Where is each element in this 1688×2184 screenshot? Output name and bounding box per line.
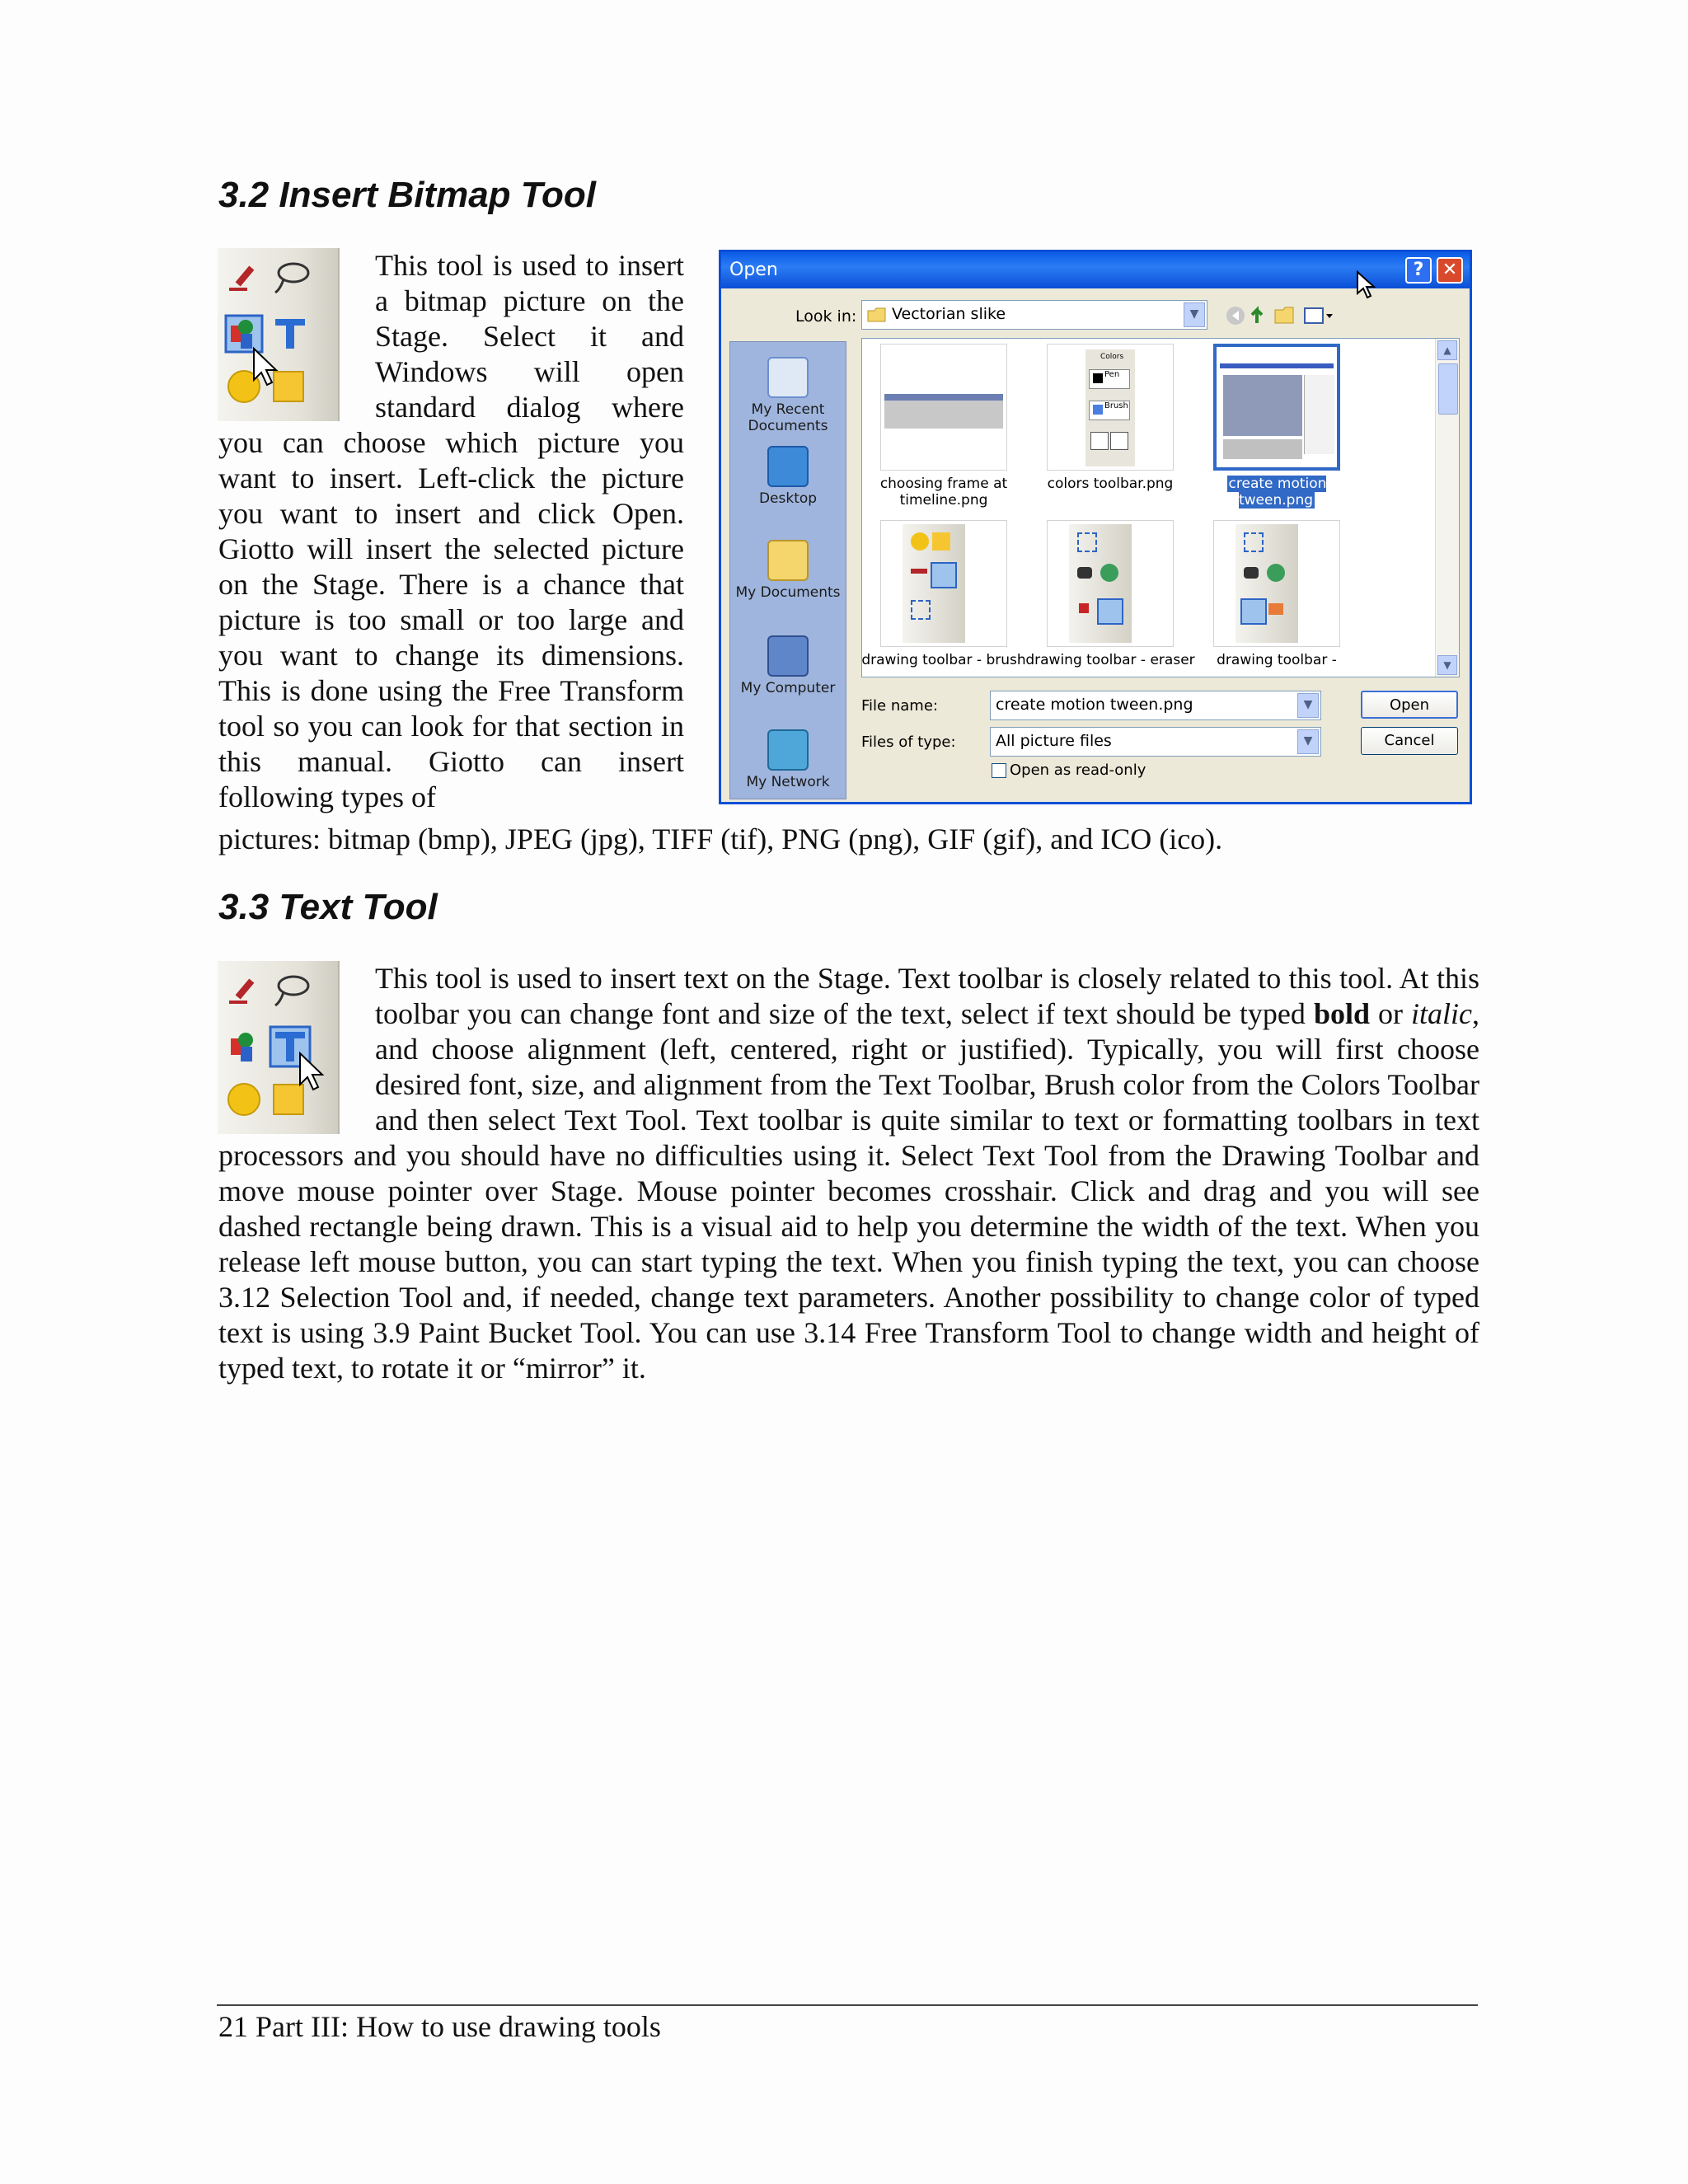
files-of-type-label: Files of type:	[861, 733, 956, 751]
place-label: My Documents	[735, 584, 841, 601]
scroll-down-icon[interactable]: ▼	[1437, 655, 1457, 675]
chevron-down-icon[interactable]: ▼	[1297, 693, 1319, 718]
file-thumbnail[interactable]	[1047, 344, 1174, 471]
file-name-input[interactable]	[990, 691, 1321, 720]
read-only-label: Open as read-only	[1010, 762, 1146, 779]
thumb-colors-label: Colors	[1100, 353, 1124, 361]
file-thumbnail[interactable]	[1047, 520, 1174, 647]
file-thumbnail[interactable]	[880, 344, 1007, 471]
or-word: or	[1369, 997, 1412, 1030]
file-name-value: create motion tween.png	[996, 696, 1193, 714]
file-name-caption-selected[interactable]	[1189, 476, 1365, 509]
views-menu-icon	[1305, 308, 1323, 323]
dialog-toolbar-icons	[1224, 303, 1356, 328]
selected-file-name: create motion tween.png	[1228, 476, 1327, 509]
section-heading-insert-bitmap: 3.2 Insert Bitmap Tool	[218, 175, 597, 215]
open-button[interactable]: Open	[1361, 691, 1458, 719]
place-my-documents[interactable]	[730, 540, 846, 601]
page-footer: 21 Part III: How to use drawing tools	[218, 2010, 661, 2043]
up-folder-icon	[1252, 310, 1262, 323]
italic-word: italic	[1411, 997, 1473, 1030]
place-label: My Network	[746, 774, 830, 790]
open-file-dialog	[719, 250, 1472, 804]
file-name-caption[interactable]: drawing toolbar - brush	[861, 652, 1026, 668]
text-tool-paragraph-text	[218, 961, 1479, 1386]
place-desktop[interactable]	[730, 446, 846, 507]
look-in-label: Look in:	[795, 307, 857, 326]
chevron-down-icon: ▼	[1184, 302, 1205, 327]
file-thumbnail[interactable]	[1213, 520, 1340, 647]
bold-word: bold	[1313, 997, 1370, 1030]
place-my-network[interactable]	[730, 729, 846, 790]
thumb-brush-label: Brush	[1104, 401, 1128, 410]
my-documents-icon	[767, 540, 809, 581]
place-my-computer[interactable]	[730, 635, 846, 696]
place-label: Desktop	[758, 490, 818, 507]
file-name-caption[interactable]: choosing frame at timeline.png	[879, 476, 1008, 509]
look-in-value: Vectorian slike	[892, 305, 1006, 323]
text-tool-paragraph	[218, 961, 1479, 1386]
file-list-scrollbar[interactable]	[1435, 339, 1459, 677]
file-name-caption[interactable]: drawing toolbar -	[1217, 652, 1337, 668]
file-thumbnail-selected[interactable]	[1213, 344, 1340, 471]
footer-divider	[217, 2004, 1478, 2006]
file-name-caption[interactable]: colors toolbar.png	[1047, 476, 1174, 492]
place-label: My Computer	[740, 680, 836, 696]
text-tool-para-part-1: This tool is used to insert text on the Stage. Text toolbar is closely related to this tool. At this toolbar you can change font and size of the text, select if text should be typed	[375, 962, 1479, 1030]
scroll-up-icon[interactable]: ▲	[1437, 340, 1457, 360]
my-computer-icon	[767, 635, 809, 677]
recent-documents-icon	[767, 357, 809, 398]
file-name-caption[interactable]: drawing toolbar - eraser	[1025, 652, 1195, 668]
text-tool-para-part-2: , and choose alignment (left, centered, right or justified). Typically, you will first choose desired font, size, and alignment from the Text Toolbar, Brush color from the Colors Toolbar and then select Text Tool. Text toolbar is quite similar to text or formatting toolbars in text processors and you should have no difficulties using it. Select Text Tool from the Drawing Toolbar and move mouse pointer over Stage. Mouse pointer becomes crosshair. Click and drag and you will see dashed rectangle being drawn. This is a visual aid to help you determine the width of the text. When you release left mouse button, you can start typing the text. When you finish typing the text, you can choose 3.12 Selection Tool and, if needed, change text parameters. Another possibility to change color of typed text is using 3.9 Paint Bucket Tool. You can use 3.14 Free Transform Tool to change width and height of typed text, to rotate it or “mirror” it.	[218, 997, 1480, 1385]
place-label: My Recent Documents	[748, 401, 828, 434]
bitmap-tool-last-line: pictures: bitmap (bmp), JPEG (jpg), TIFF (tif), PNG (png), GIF (gif), and ICO (ico).	[218, 823, 1223, 855]
section-heading-text-tool: 3.3 Text Tool	[218, 887, 438, 927]
dialog-title: Open	[729, 260, 778, 280]
desktop-icon	[767, 446, 809, 487]
thumb-pen-label: Pen	[1104, 370, 1120, 379]
my-network-icon	[767, 729, 809, 771]
look-in-dropdown[interactable]	[861, 300, 1207, 330]
folder-icon	[867, 307, 887, 322]
chevron-down-icon[interactable]: ▼	[1297, 729, 1319, 754]
bitmap-tool-paragraph	[218, 248, 684, 815]
bitmap-tool-paragraph-text: This tool is used to insert a bitmap picture on the Stage. Select it and Windows will open standard dialog where you can choose which picture you want to insert. Left-click the picture you want to insert and click Open. Giotto will insert the selected picture on the Stage. There is a chance that picture is too small or too large and you want to change its dimensions. This is done using the Free Transform tool so you can look for that section in this manual. Giotto can insert following types of	[218, 249, 684, 813]
scroll-thumb[interactable]	[1438, 363, 1458, 415]
read-only-checkbox[interactable]	[992, 763, 1006, 778]
file-thumbnail[interactable]	[880, 520, 1007, 647]
files-of-type-value: All picture files	[996, 732, 1112, 750]
new-folder-icon	[1275, 307, 1293, 323]
file-name-label: File name:	[861, 697, 938, 715]
place-my-recent-documents[interactable]	[730, 357, 846, 434]
cancel-button[interactable]: Cancel	[1361, 727, 1458, 755]
help-button[interactable]: ?	[1405, 257, 1432, 284]
places-bar	[729, 341, 846, 799]
files-of-type-dropdown[interactable]	[990, 727, 1321, 757]
mouse-cursor-icon	[1356, 270, 1376, 300]
file-list-view	[861, 338, 1460, 677]
close-button[interactable]: ✕	[1437, 257, 1463, 284]
